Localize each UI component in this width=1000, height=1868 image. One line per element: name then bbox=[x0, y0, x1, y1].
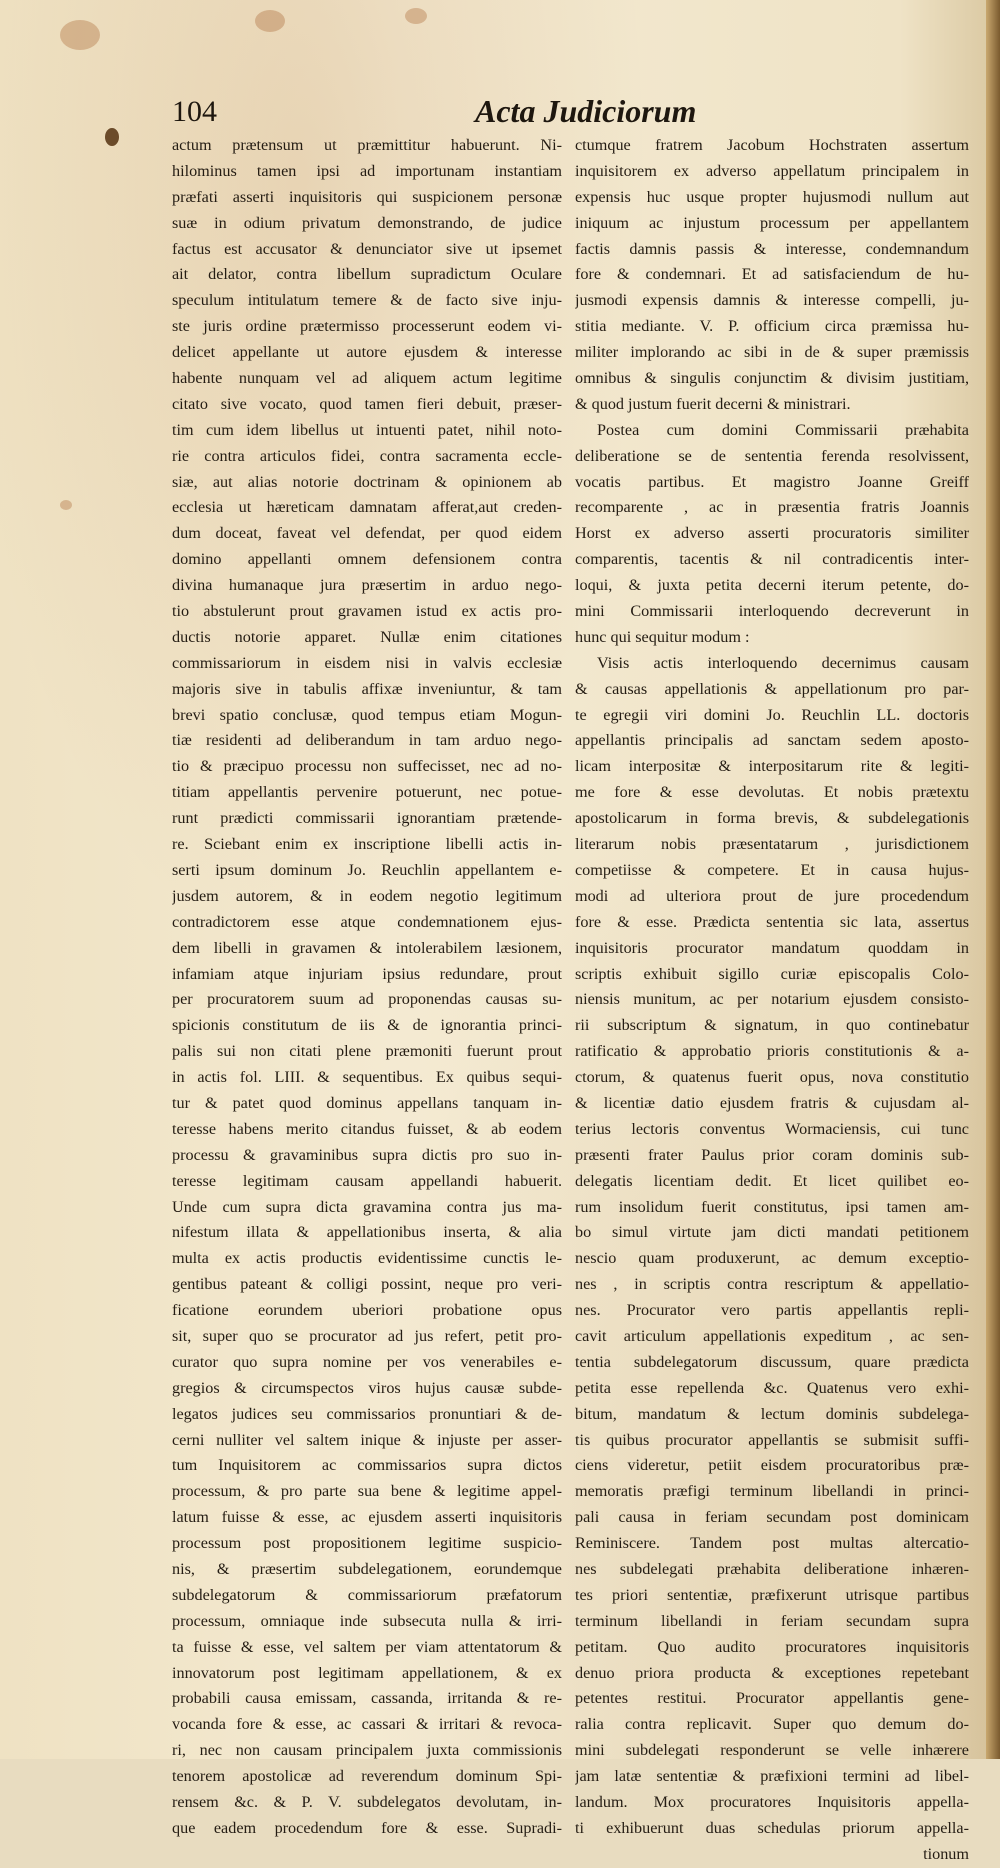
text-line: mini Commissarii interloquendo decreverunt in bbox=[575, 602, 969, 621]
text-line: tionum bbox=[923, 1844, 969, 1863]
text-line: habente nunquam vel ad aliquem actum legitime bbox=[172, 369, 562, 388]
text-line: teresse habens merito citandus fuisset, & ab eodem bbox=[172, 1119, 562, 1138]
text-line: & quod justum fuerit decerni & ministrari. bbox=[575, 394, 851, 413]
text-line: cerni nulliter vel saltem inique & injuste per asser- bbox=[172, 1430, 562, 1449]
text-line: gregios & circumspectos viros hujus causæ subde- bbox=[172, 1378, 562, 1397]
text-line: jusdem autorem, & in eodem negotio legitimum bbox=[172, 886, 562, 905]
text-line: petitam. Quo audito procuratores inquisitoris bbox=[575, 1637, 969, 1656]
text-line: processum, & pro parte sua bene & legitime appel- bbox=[172, 1482, 562, 1501]
text-line: inquisitorem ex adverso appellatum principalem in bbox=[575, 161, 969, 180]
text-line: multa ex actis productis evidentissime cunctis le- bbox=[172, 1249, 562, 1268]
text-line: sit, super quo se procurator ad jus refert, petit pro- bbox=[172, 1326, 562, 1345]
text-line: ti exhibuerunt duas schedulas priorum appella- bbox=[575, 1818, 969, 1837]
text-line: jam latæ sententiæ & præfixioni termini ad libel- bbox=[575, 1767, 969, 1786]
text-line: serti ipsum dominum Jo. Reuchlin appellantem e- bbox=[172, 860, 562, 879]
text-line: cavit articulum appellationis expeditum , ac sen- bbox=[575, 1326, 969, 1345]
text-line: ctorum, & quatenus fuerit opus, nova constitutio bbox=[575, 1068, 969, 1087]
text-line: Postea cum domini Commissarii præhabita bbox=[597, 420, 969, 439]
text-line: tim cum idem libellus ut intuenti patet, nihil noto- bbox=[172, 420, 562, 439]
text-line: suæ in odium privatum demonstrando, de judice bbox=[172, 213, 562, 232]
ink-blot bbox=[105, 128, 119, 146]
text-line: petentes restitui. Procurator appellantis gene- bbox=[575, 1689, 969, 1708]
text-line: per procuratorem suum ad proponendas causas su- bbox=[172, 990, 562, 1009]
text-line: domino appellanti omnem defensionem contra bbox=[172, 550, 562, 569]
text-line: nifestum illata & appellationibus inserta, & alia bbox=[172, 1223, 562, 1242]
text-line: ralia contra replicavit. Super quo demum do- bbox=[575, 1715, 969, 1734]
text-line: ste juris ordine prætermisso processerunt eodem vi- bbox=[172, 317, 562, 336]
text-line: factus est accusator & denunciator sive ut ipsemet bbox=[172, 239, 562, 258]
text-line: siæ, aut alias notorie doctrinam & opinionem ab bbox=[172, 472, 562, 491]
text-line: licam interpositæ & interpositarum rite & legiti- bbox=[575, 757, 969, 776]
text-line: processum, omniaque inde subsecuta nulla & irri- bbox=[172, 1611, 562, 1630]
page-header bbox=[170, 95, 970, 135]
text-line: pali causa in feriam secundam post dominicam bbox=[575, 1508, 969, 1527]
text-line: probabili causa emissam, cassanda, irritanda & re- bbox=[172, 1689, 562, 1708]
text-line: Visis actis interloquendo decernimus causam bbox=[597, 653, 969, 672]
text-line: subdelegatorum & commissariorum præfatorum bbox=[172, 1585, 562, 1604]
text-line: ratificatio & approbatio prioris constitutionis & a- bbox=[575, 1042, 969, 1061]
text-line: ctumque fratrem Jacobum Hochstraten assertum bbox=[575, 136, 969, 154]
text-line: curator quo supra nomine per vos venerabiles e- bbox=[172, 1352, 562, 1371]
text-line: processum post propositionem legitime suspicio- bbox=[172, 1534, 562, 1553]
text-line: inquisitoris procurator mandatum quoddam in bbox=[575, 938, 969, 957]
text-line: Horst ex adverso asserti procuratoris similiter bbox=[575, 524, 969, 543]
text-line: dem libelli in gravamen & intolerabilem læsionem, bbox=[172, 938, 562, 957]
text-line: ductis notorie apparet. Nullæ enim citationes bbox=[172, 627, 562, 646]
text-line: competiisse & competere. Et in causa hujus- bbox=[575, 860, 969, 879]
text-line: contradictorem esse atque condemnationem ejus- bbox=[172, 912, 562, 931]
text-line: palis sui non citati plene præmoniti fuerunt prout bbox=[172, 1042, 562, 1061]
text-line: scriptis exhibuit sigillo curiæ episcopalis Colo- bbox=[575, 964, 969, 983]
text-line: apostolicarum in forma brevis, & subdelegationis bbox=[575, 809, 969, 828]
foxing-stain bbox=[405, 8, 427, 24]
text-line: re. Sciebant enim ex inscriptione libelli actis in- bbox=[172, 835, 562, 854]
text-line: in actis fol. LIII. & sequentibus. Ex quibus sequi- bbox=[172, 1068, 562, 1087]
right-text-column bbox=[575, 133, 969, 1868]
text-line: rie contra articulos fidei, contra sacramenta eccle- bbox=[172, 446, 562, 465]
text-line: bitum, mandatum & lectum dominis subdelega- bbox=[575, 1404, 969, 1423]
text-line: fore & condemnari. Et ad satisfaciendum de hu- bbox=[575, 265, 969, 284]
text-line: innovatorum post legitimam appellationem, & ex bbox=[172, 1663, 562, 1682]
text-line: ecclesia ut hæreticam damnatam afferat,aut creden- bbox=[172, 498, 562, 517]
text-line: tio & præcipuo processu non suffecisset, nec ad no- bbox=[172, 757, 562, 776]
text-line: vocanda fore & esse, ac cassari & irritari & revoca- bbox=[172, 1715, 562, 1734]
text-line: ait delator, contra libellum supradictum Oculare bbox=[172, 265, 562, 284]
text-line: nes , in scriptis contra rescriptum & appellatio- bbox=[575, 1275, 969, 1294]
text-line: ficatione eorundem uberiori probatione opus bbox=[172, 1301, 562, 1320]
text-line: rum insolidum fuerit constitutus, ipsi tamen am- bbox=[575, 1197, 969, 1216]
text-line: legatos judices seu commissarios pronuntiari & de- bbox=[172, 1404, 562, 1423]
text-line: spicionis constitutum de iis & de ignorantia princi- bbox=[172, 1016, 562, 1035]
text-line: rii subscriptum & signatum, in quo continebatur bbox=[575, 1016, 969, 1035]
left-text-column bbox=[172, 133, 562, 1842]
text-line: jusmodi expensis damnis & interesse compelli, ju- bbox=[575, 291, 969, 310]
text-line: bo simul virtute jam dicti mandati petitionem bbox=[575, 1223, 969, 1242]
text-line: loqui, & juxta petita decerni iterum petente, do- bbox=[575, 576, 969, 595]
text-line: tio abstulerunt prout gravamen istud ex actis pro- bbox=[172, 602, 562, 621]
text-line: petita esse repellenda &c. Quatenus vero exhi- bbox=[575, 1378, 969, 1397]
text-line: niensis munitum, ac per notarium ejusdem consisto- bbox=[575, 990, 969, 1009]
text-line: brevi spatio conclusæ, quod tempus etiam Mogun- bbox=[172, 705, 562, 724]
text-line: & licentiæ datio ejusdem fratris & cujusdam al- bbox=[575, 1093, 969, 1112]
foxing-stain bbox=[60, 500, 72, 510]
page-number: 104 bbox=[172, 95, 217, 128]
text-line: delegatis licentiam dedit. Et licet quilibet eo- bbox=[575, 1171, 969, 1190]
text-line: comparentis, tacentis & nil contradicentis inter- bbox=[575, 550, 969, 569]
text-line: terius lectoris conventus Wormaciensis, cui tunc bbox=[575, 1119, 969, 1138]
text-line: ciens videretur, petiit eisdem procuratoribus præ- bbox=[575, 1456, 969, 1475]
text-line: vocatis partibus. Et magistro Joanne Greiff bbox=[575, 472, 969, 491]
text-line: commissariorum in eisdem nisi in valvis ecclesiæ bbox=[172, 653, 562, 672]
text-line: majoris sive in tabulis affixæ inveniuntur, & tam bbox=[172, 679, 562, 698]
text-line: gentibus pateant & colligi possint, neque pro veri- bbox=[172, 1275, 562, 1294]
text-line: deliberatione se de sententia ferenda resolvissent, bbox=[575, 446, 969, 465]
text-line: expensis huc usque propter hujusmodi nullum aut bbox=[575, 187, 969, 206]
text-line: titiam appellantis pervenire potuerunt, nec potue- bbox=[172, 783, 562, 802]
text-line: rensem &c. & P. V. subdelegatos devolutam, in- bbox=[172, 1793, 562, 1811]
text-line: nis, & præsertim subdelegationem, eorundemque bbox=[172, 1559, 562, 1578]
text-line: modi ad ulteriora prout de jure procedendum bbox=[575, 886, 969, 905]
text-line: militer implorando ac sibi in de & super præmissis bbox=[575, 343, 969, 362]
running-title: Acta Judiciorum bbox=[475, 93, 697, 129]
text-line: appellantis principalis ad sanctam sedem aposto- bbox=[575, 731, 969, 750]
text-line: omnibus & singulis conjunctim & divisim justitiam, bbox=[575, 369, 969, 388]
page-gutter-edge bbox=[986, 0, 1000, 1759]
text-line: mini subdelegati responderunt se velle inhærere bbox=[575, 1741, 969, 1760]
text-line: actum prætensum ut præmittitur habuerunt. Ni- bbox=[172, 136, 562, 154]
text-line: memoratis præfigi terminum libellandi in princi- bbox=[575, 1482, 969, 1501]
text-line: infamiam atque injuriam ipsius redundare, prout bbox=[172, 964, 562, 983]
text-line: iniquum ac injustum processum per appellantem bbox=[575, 213, 969, 232]
text-line: ta fuisse & esse, vel saltem per viam attentatorum & bbox=[172, 1637, 562, 1656]
text-line: tes priori sententiæ, præfixerunt utrisque partibus bbox=[575, 1585, 969, 1604]
text-line: Unde cum supra dicta gravamina contra jus ma- bbox=[172, 1197, 562, 1216]
text-line: literarum nobis præsentatarum , jurisdictionem bbox=[575, 835, 969, 854]
text-line: recomparente , ac in præsentia fratris Joannis bbox=[575, 498, 969, 517]
text-line: præfati asserti inquisitoris qui suspicionem personæ bbox=[172, 187, 562, 206]
text-line: præsenti frater Paulus prior coram dominis sub- bbox=[575, 1145, 969, 1164]
text-line: tenorem apostolicæ ad reverendum dominum Spi- bbox=[172, 1767, 562, 1786]
text-line: tiæ residenti ad deliberandum in tam arduo nego- bbox=[172, 731, 562, 750]
text-line: tur & patet quod dominus appellans tanquam in- bbox=[172, 1093, 562, 1112]
text-line: processu & gravaminibus supra dictis pro suo in- bbox=[172, 1145, 562, 1164]
text-line: citato sive vocato, quod tamen fieri debuit, præser- bbox=[172, 394, 562, 413]
text-line: que eadem procedendum fore & esse. Supradi- bbox=[172, 1818, 562, 1837]
text-line: stitia mediante. V. P. officium circa præmissa hu- bbox=[575, 317, 969, 336]
text-line: me fore & esse devolutas. Et nobis prætextu bbox=[575, 783, 969, 802]
text-line: nes. Procurator vero partis appellantis repli- bbox=[575, 1301, 969, 1320]
text-line: hilominus tamen ipsi ad importunam instantiam bbox=[172, 161, 562, 180]
text-line: factis damnis passis & interesse, condemnandum bbox=[575, 239, 969, 258]
text-line: nes subdelegati præhabita deliberatione inhæren- bbox=[575, 1559, 969, 1578]
text-line: dum doceat, faveat vel defendat, per quod eidem bbox=[172, 524, 562, 543]
text-line: ri, nec non causam principalem juxta commissionis bbox=[172, 1741, 562, 1760]
text-line: & causas appellationis & appellationum pro par- bbox=[575, 679, 969, 698]
foxing-stain bbox=[255, 10, 285, 32]
text-line: latum fuisse & esse, ac ejusdem asserti inquisitoris bbox=[172, 1508, 562, 1527]
text-line: fore & esse. Prædicta sententia sic lata, assertus bbox=[575, 912, 969, 931]
text-line: denuo priora producta & exceptiones repetebant bbox=[575, 1663, 969, 1682]
text-line: terminum libellandi in feriam secundam supra bbox=[575, 1611, 969, 1630]
foxing-stain bbox=[60, 20, 100, 50]
text-line: tentia subdelegatorum discussum, quare prædicta bbox=[575, 1352, 969, 1371]
text-line: Reminiscere. Tandem post multas altercatio- bbox=[575, 1534, 969, 1553]
text-line: teresse legitimam causam appellandi habuerit. bbox=[172, 1171, 562, 1190]
text-line: tum Inquisitorem ac commissarios supra dictos bbox=[172, 1456, 562, 1475]
text-line: hunc qui sequitur modum : bbox=[575, 627, 750, 646]
text-line: speculum intitulatum temere & de facto sive inju- bbox=[172, 291, 562, 310]
text-line: tis quibus procurator appellantis se submisit suffi- bbox=[575, 1430, 969, 1449]
text-line: landum. Mox procuratores Inquisitoris appella- bbox=[575, 1793, 969, 1811]
text-line: nescio quam produxerunt, ac demum exceptio- bbox=[575, 1249, 969, 1268]
text-line: delicet appellante ut autore ejusdem & interesse bbox=[172, 343, 562, 362]
text-line: divina humanaque jura præsertim in arduo nego- bbox=[172, 576, 562, 595]
text-line: runt prædicti commissarii ignorantiam prætende- bbox=[172, 809, 562, 828]
text-line: te egregii viri domini Jo. Reuchlin LL. doctoris bbox=[575, 705, 969, 724]
